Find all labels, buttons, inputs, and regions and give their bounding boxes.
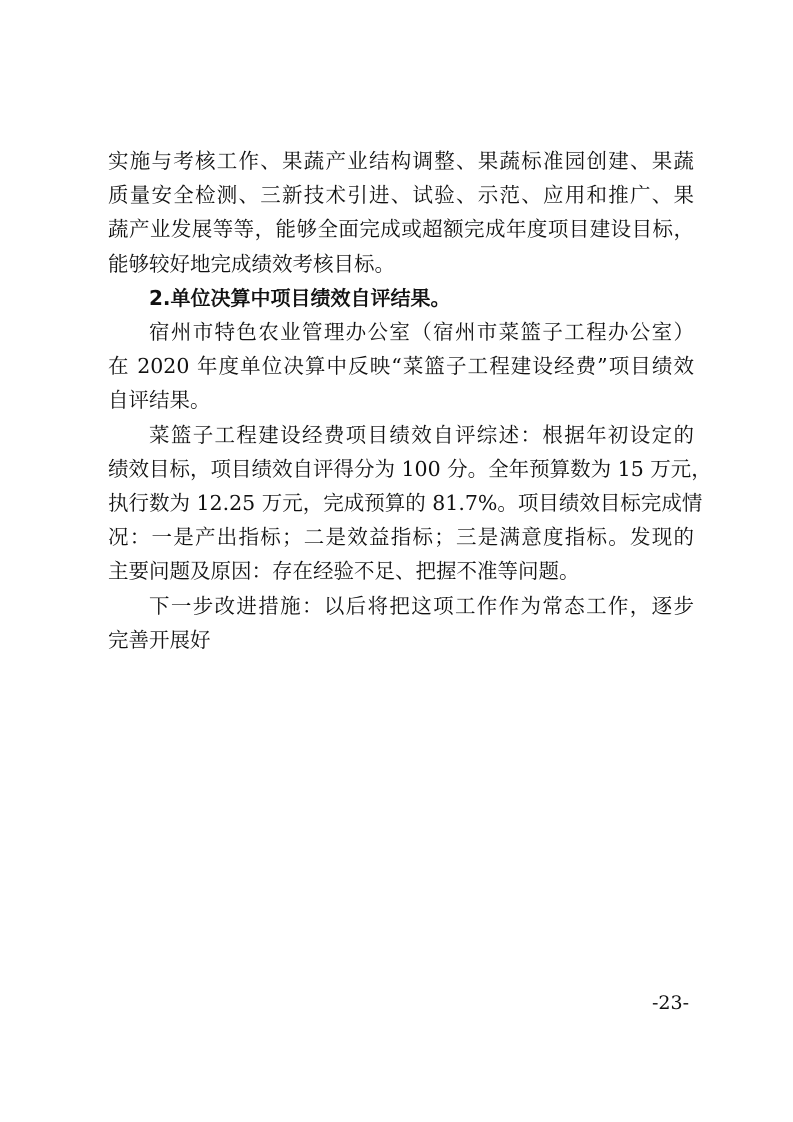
document-body [108, 144, 712, 657]
text-line: 绩效目标，项目绩效自评得分为 100 分。全年预算数为 15 万元， [108, 456, 712, 481]
paragraph-next-steps [108, 589, 694, 657]
page-number: -23- [652, 992, 690, 1014]
heading-text: 2.单位决算中项目绩效自评结果。 [149, 285, 451, 310]
text-line: 能够较好地完成绩效考核目标。 [108, 251, 395, 276]
text-line: 菜篮子工程建设经费项目绩效自评综述：根据年初设定的 [149, 422, 694, 447]
text-line: 在 2020 年度单位决算中反映“菜篮子工程建设经费”项目绩效 [108, 354, 694, 379]
paragraph-self-evaluation-summary [108, 418, 712, 589]
paragraph-self-evaluation-intro [108, 315, 694, 418]
text-line: 主要问题及原因：存在经验不足、把握不准等问题。 [108, 559, 580, 584]
paragraph-continuation [108, 144, 694, 281]
text-line: 宿州市特色农业管理办公室（宿州市菜篮子工程办公室） [149, 320, 694, 345]
text-line: 实施与考核工作、果蔬产业结构调整、果蔬标准园创建、果蔬 [108, 149, 694, 173]
text-line: 完善开展好 [108, 627, 211, 652]
text-line: 质量安全检测、三新技术引进、试验、示范、应用和推广、果 [108, 183, 694, 208]
text-line: 执行数为 12.25 万元，完成预算的 81.7%。项目绩效目标完成情 [108, 491, 703, 516]
text-line: 自评结果。 [108, 388, 211, 413]
section-heading [108, 281, 694, 315]
text-line: 蔬产业发展等等，能够全面完成或超额完成年度项目建设目标， [108, 217, 694, 242]
text-line: 况：一是产出指标；二是效益指标；三是满意度指标。发现的 [108, 525, 694, 550]
text-line: 下一步改进措施：以后将把这项工作作为常态工作，逐步 [149, 593, 694, 618]
